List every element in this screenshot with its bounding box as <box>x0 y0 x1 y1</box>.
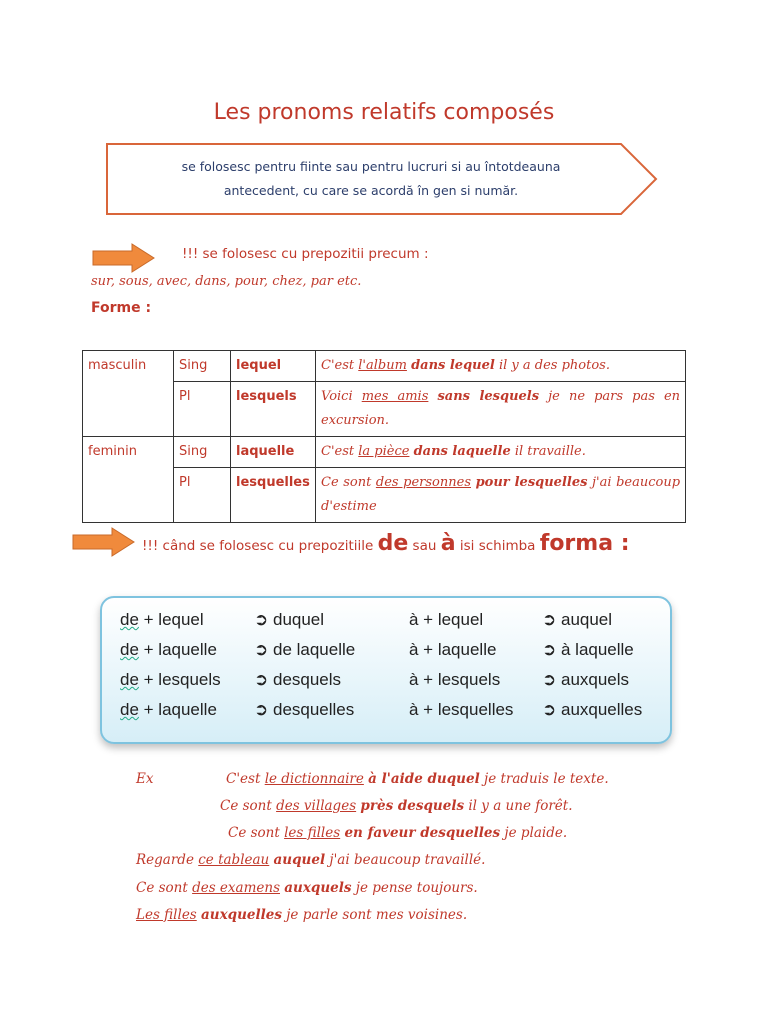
definition-callout <box>106 143 658 215</box>
callout-line-2: antecedent, cu care se acordă în gen si număr. <box>223 183 519 198</box>
example-text: je parle sont mes voisines. <box>281 907 468 923</box>
arrow-bullet-icon: ➲ <box>542 670 557 689</box>
de-result <box>254 700 354 720</box>
contraction-row <box>102 610 670 640</box>
de-combination <box>120 610 204 630</box>
result-text: desquelles <box>272 700 355 719</box>
pronoun-cell: lequel <box>231 351 316 382</box>
prepositions-list: sur, sous, avec, dans, pour, chez, par etc. <box>91 274 362 289</box>
antecedent: des villages <box>276 798 357 814</box>
a-result <box>542 640 634 660</box>
de-word: de <box>120 610 139 629</box>
antecedent: les filles <box>284 825 341 841</box>
example-text: Ce sont <box>228 825 285 841</box>
callout-text <box>136 155 606 203</box>
example-text: C'est <box>321 358 359 373</box>
a-combination: à + lesquels <box>409 670 501 689</box>
a-combination: à + lequel <box>409 610 484 629</box>
a-result <box>542 700 642 720</box>
prepositions-note: !!! se folosesc cu prepozitii precum : <box>182 246 429 262</box>
example-cell <box>316 351 686 382</box>
example-text: C'est <box>321 444 359 459</box>
antecedent: des examens <box>192 880 280 896</box>
number-cell: Pl <box>174 468 231 523</box>
a-result <box>542 670 629 690</box>
pronoun-cell: lesquels <box>231 382 316 437</box>
relative-phrase: auxquelles <box>201 907 282 923</box>
de-rest: + lesquels <box>138 670 221 689</box>
note-text: isi schimba <box>455 538 540 554</box>
example-text: il travaille. <box>510 444 586 459</box>
example-text: Ce sont <box>136 880 193 896</box>
de-result <box>254 610 324 630</box>
de-word: de <box>120 670 139 689</box>
relative-phrase: auquel <box>273 852 326 868</box>
antecedent: des personnes <box>375 475 471 490</box>
arrow-bullet-icon: ➲ <box>254 700 269 719</box>
a-combination: à + lesquelles <box>409 700 514 719</box>
example-sentence <box>136 907 467 923</box>
page-title: Les pronoms relatifs composés <box>213 100 555 125</box>
result-text: à laquelle <box>560 640 634 659</box>
example-text: Voici <box>321 389 362 404</box>
preposition-de: de <box>377 531 409 556</box>
de-result <box>254 670 341 690</box>
example-text: je traduis le texte. <box>479 771 609 787</box>
arrow-bullet-icon: ➲ <box>542 700 557 719</box>
table-row <box>83 468 686 523</box>
result-text: duquel <box>272 610 325 629</box>
note-text: !!! când se folosesc cu prepozitiile <box>142 538 378 554</box>
arrow-bullet-icon: ➲ <box>254 610 269 629</box>
relative-phrase: auxquels <box>284 880 352 896</box>
note-text: sau <box>408 538 441 554</box>
table-row <box>83 437 686 468</box>
antecedent: le dictionnaire <box>264 771 364 787</box>
de-rest: + laquelle <box>138 640 217 659</box>
contraction-row <box>102 700 670 730</box>
number-cell: Sing <box>174 437 231 468</box>
table-row <box>83 351 686 382</box>
example-sentence <box>226 771 609 787</box>
example-text: Ce sont <box>321 475 376 490</box>
de-word: de <box>120 640 139 659</box>
arrow-right-icon <box>72 527 136 557</box>
example-sentence <box>220 798 573 814</box>
relative-phrase: près desquels <box>360 798 465 814</box>
arrow-bullet-icon: ➲ <box>542 610 557 629</box>
de-rest: + laquelle <box>138 700 217 719</box>
de-rest: + lequel <box>138 610 204 629</box>
antecedent: la pièce <box>358 444 410 459</box>
de-word: de <box>120 700 139 719</box>
result-text: auquel <box>560 610 613 629</box>
relative-phrase: pour lesquelles <box>475 475 588 490</box>
arrow-bullet-icon: ➲ <box>254 640 269 659</box>
table-row <box>83 382 686 437</box>
contraction-row <box>102 670 670 700</box>
examples-label: Ex <box>136 771 154 787</box>
example-text: Ce sont <box>220 798 277 814</box>
de-combination <box>120 700 217 720</box>
contractions-box <box>100 596 672 744</box>
example-sentence <box>228 825 567 841</box>
arrow-bullet-icon: ➲ <box>542 640 557 659</box>
result-text: auxquelles <box>560 700 643 719</box>
de-combination <box>120 640 217 660</box>
preposition-a: à <box>440 531 456 556</box>
relative-phrase: dans lequel <box>411 358 495 373</box>
contraction-row <box>102 640 670 670</box>
example-cell <box>316 468 686 523</box>
callout-line-1: se folosesc pentru fiinte sau pentru lucruri si au întotdeauna <box>181 159 561 174</box>
de-result <box>254 640 355 660</box>
gender-cell: feminin <box>83 437 174 523</box>
antecedent: ce tableau <box>198 852 270 868</box>
example-text: je pense toujours. <box>351 880 478 896</box>
example-text: j'ai beaucoup d'estime <box>321 475 681 514</box>
number-cell: Sing <box>174 351 231 382</box>
example-cell <box>316 382 686 437</box>
example-sentence <box>136 852 485 868</box>
example-cell <box>316 437 686 468</box>
arrow-bullet-icon: ➲ <box>254 670 269 689</box>
antecedent: mes amis <box>361 389 429 404</box>
example-text: C'est <box>226 771 265 787</box>
antecedent: Les filles <box>136 907 197 923</box>
forms-label: Forme : <box>91 300 152 316</box>
example-text: je ne pars pas en excursion. <box>321 389 681 428</box>
gender-cell: masculin <box>83 351 174 437</box>
arrow-right-icon <box>92 243 156 273</box>
pronoun-cell: laquelle <box>231 437 316 468</box>
example-text: il y a une forêt. <box>464 798 573 814</box>
number-cell: Pl <box>174 382 231 437</box>
relative-phrase: en faveur desquelles <box>344 825 501 841</box>
antecedent: l'album <box>358 358 407 373</box>
example-text: j'ai beaucoup travaillé. <box>325 852 486 868</box>
a-result <box>542 610 612 630</box>
relative-phrase: à l'aide duquel <box>368 771 480 787</box>
example-sentence <box>136 880 478 896</box>
relative-phrase: dans laquelle <box>413 444 511 459</box>
preposition-change-note <box>142 531 630 556</box>
forma-label: forma : <box>539 531 630 556</box>
example-text: je plaide. <box>500 825 568 841</box>
example-text: Regarde <box>136 852 199 868</box>
result-text: auxquels <box>560 670 630 689</box>
pronoun-cell: lesquelles <box>231 468 316 523</box>
relative-phrase: sans lesquels <box>437 389 540 404</box>
result-text: desquels <box>272 670 342 689</box>
a-combination: à + laquelle <box>409 640 497 659</box>
example-text: il y a des photos. <box>494 358 610 373</box>
de-combination <box>120 670 221 690</box>
result-text: de laquelle <box>272 640 356 659</box>
forms-table <box>82 350 686 523</box>
